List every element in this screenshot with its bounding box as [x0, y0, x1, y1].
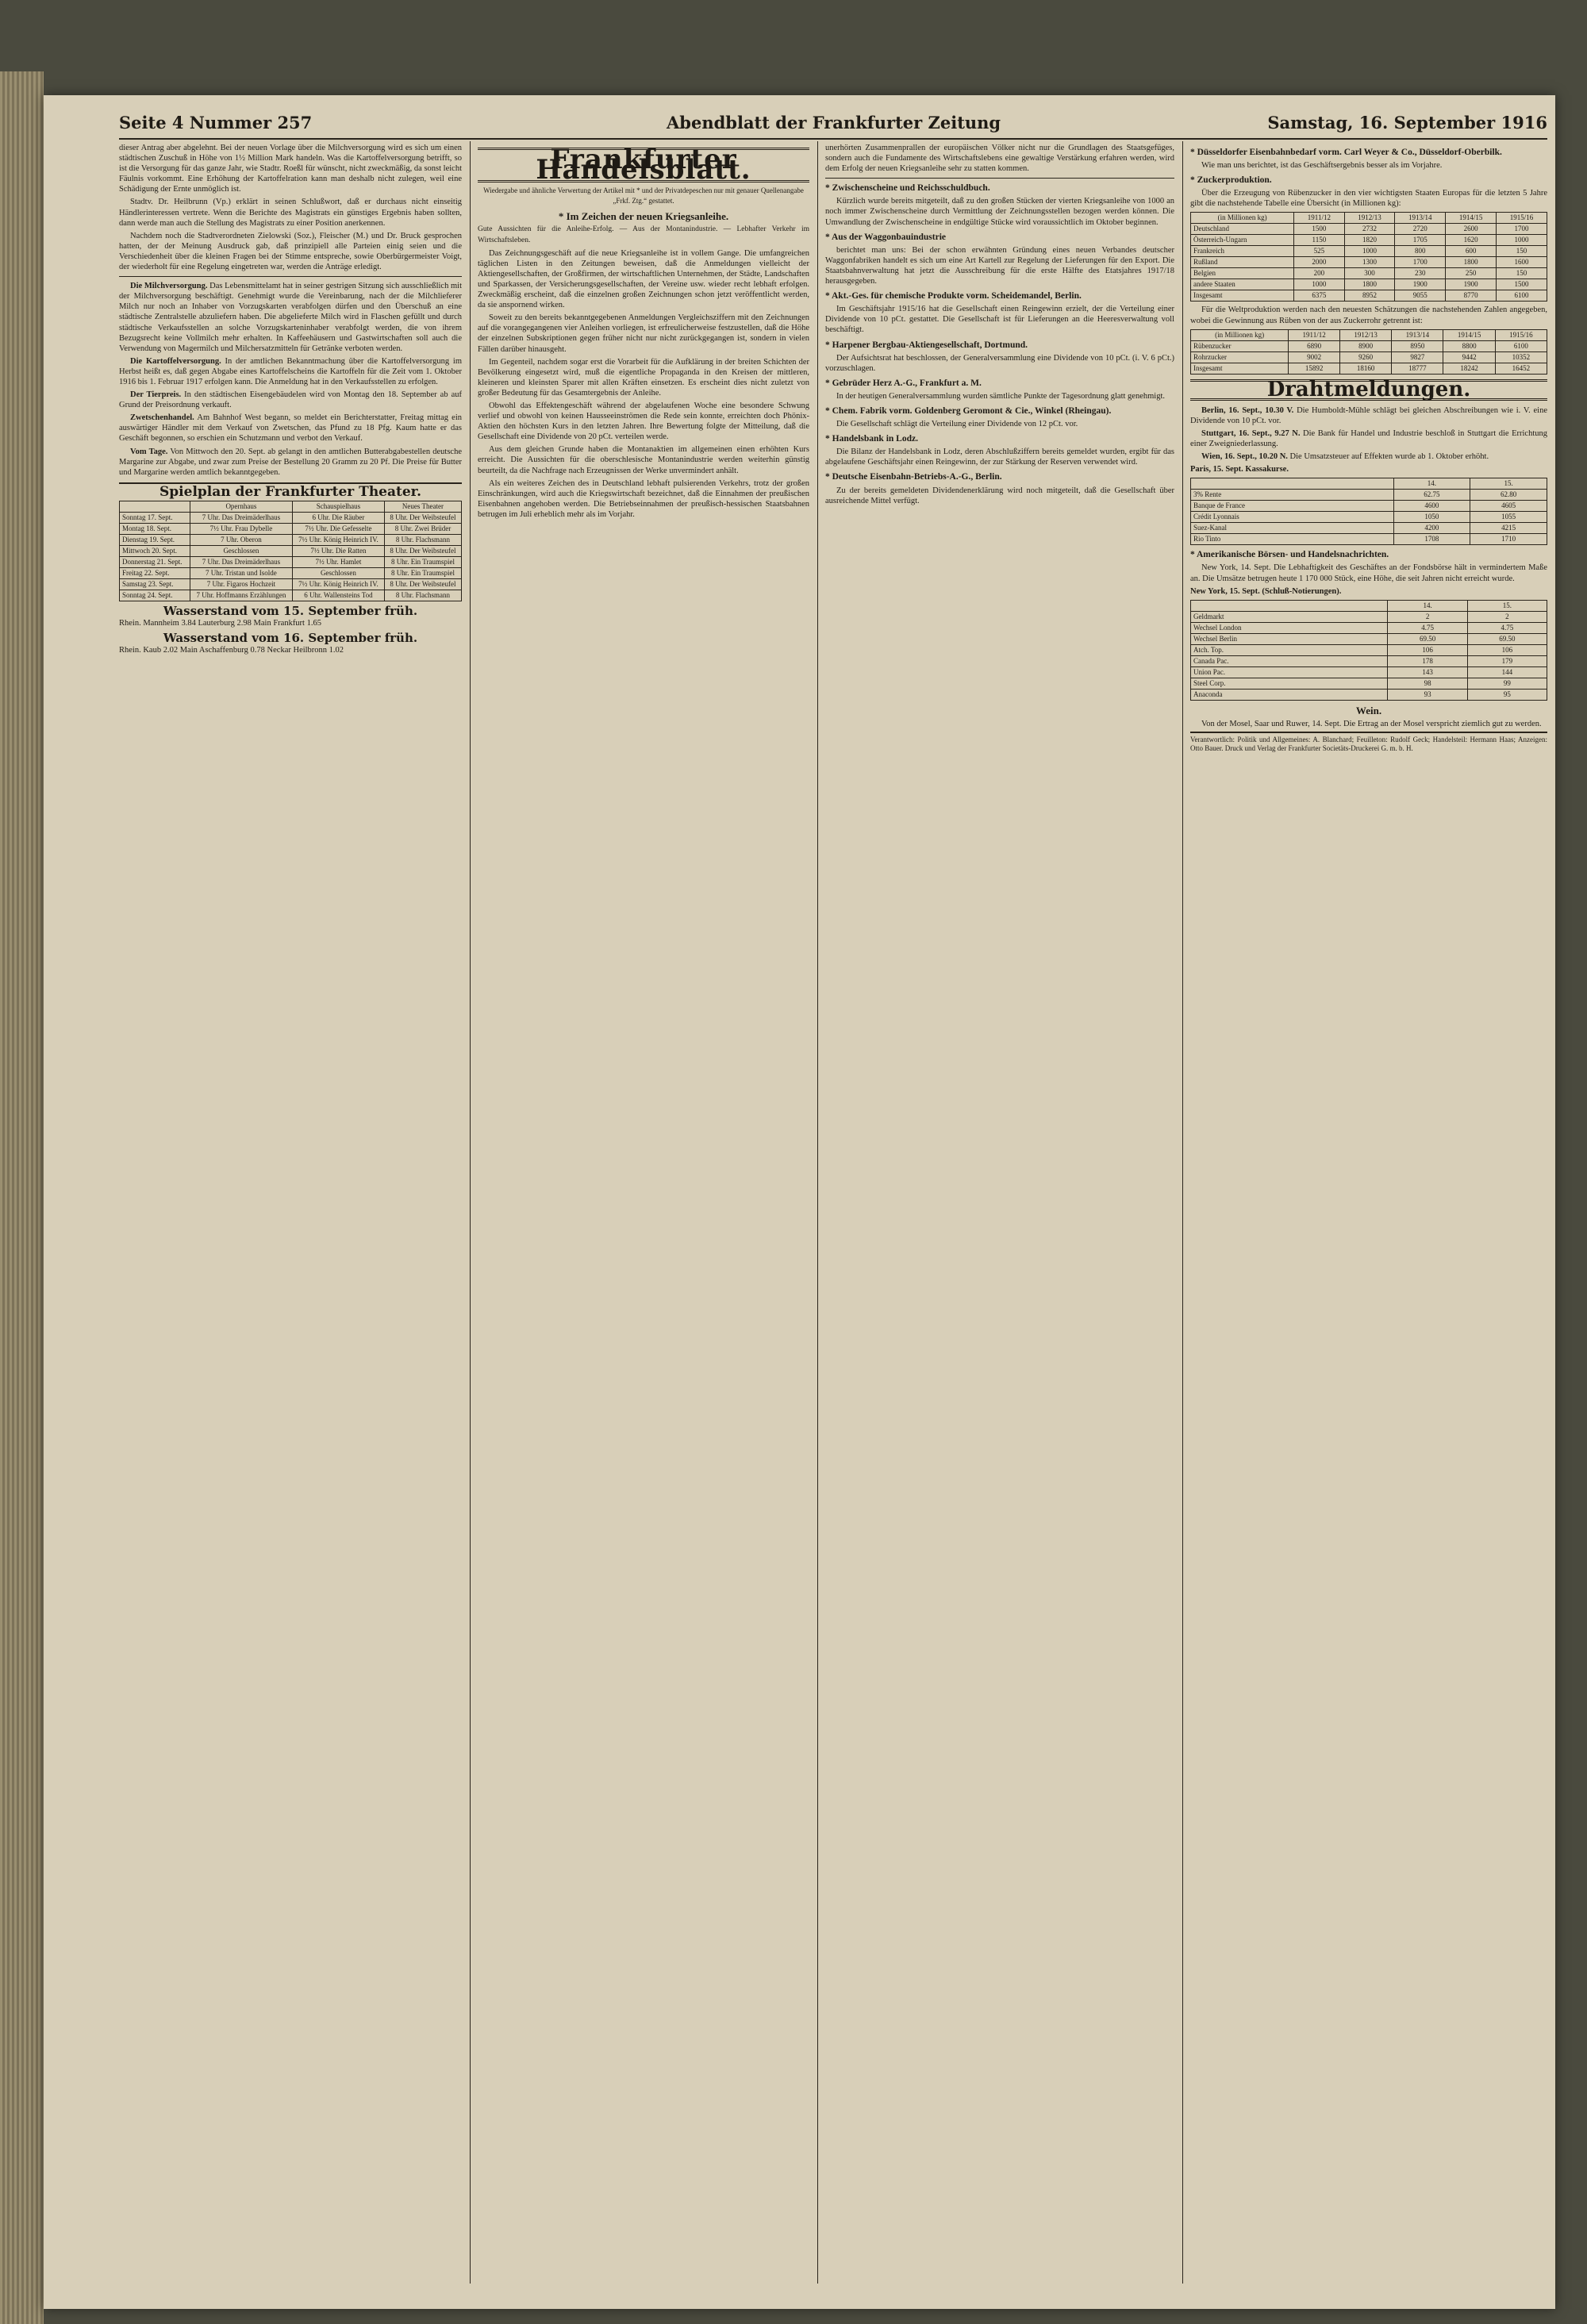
table-cell: 1055 [1470, 512, 1547, 523]
table-row [120, 590, 462, 601]
news-item-text: Wie man uns berichtet, ist das Geschäftsergebnis besser als im Vorjahre. [1201, 161, 1443, 171]
table-cell: 8 Uhr. Der Weibsteufel [384, 512, 461, 523]
table-cell: 9002 [1289, 351, 1340, 363]
paragraph: Als ein weiteres Zeichen des in Deutschland lebhaft pulsierenden Verkehrs, trotz der großen Einschränkungen, wird auch die Kriegswirtschaft bezeichnet, daß die Einnahmen der preußischen Eisenbahnen angehoben werden. Die Betriebseinnahmen der preußisch-hessischen Staatsbahnen betrugen im Juli erheblich mehr als im Vorjahr. [478, 478, 809, 519]
paragraph: Stadtv. Dr. Heilbrunn (Vp.) erklärt in seinen Schlußwort, daß er durchaus nicht einseitig Händlerinteressen vertrete. Wenn die Berichte des Magistrats ein günstiges Ergebnis haben sollten, dann werde man auch die Stellung des Magistrats zu einer Position anerkennen. [119, 198, 462, 228]
water-level-text: Rhein. Mannheim 3.84 Lauterburg 2.98 Main Frankfurt 1.65 [119, 619, 321, 628]
table-cell: 8900 [1339, 340, 1391, 351]
table-header-cell [1191, 600, 1388, 611]
news-item [119, 447, 462, 478]
table-cell: Crédit Lyonnais [1191, 512, 1394, 523]
table-row [1191, 268, 1547, 279]
table-cell: andere Staaten [1191, 279, 1294, 290]
table-row [120, 578, 462, 590]
table-row [1191, 501, 1547, 512]
paragraph: dieser Antrag aber abgelehnt. Bei der neuen Vorlage über die Milchversorgung wird es sich um einen städtischen Zuschuß in Höhe von 1½ Million Mark handeln. Was die Kartoffelversorgung betrifft, so ist die Versorgung für das ganze Jahr, wie Stadtr. Roeßl für wünscht, nicht zweckmäßig, da sonst leicht Fäulnis vorkommt. Eine Erhöhung der Kartoffelration kann man deshalb nicht zulegen, weil eine Schädigung der Ernte unmöglich ist. [119, 144, 462, 194]
table-header-cell: 14. [1393, 478, 1470, 490]
new-york-quotes-table [1190, 600, 1547, 701]
table-cell: 62.75 [1393, 490, 1470, 501]
table-cell: 8 Uhr. Der Weibsteufel [384, 578, 461, 590]
table-cell: Freitag 22. Sept. [120, 567, 190, 578]
table-cell: 106 [1467, 644, 1547, 655]
table-row [1191, 224, 1547, 235]
table-row [1191, 512, 1547, 523]
table-header-cell: 1911/12 [1289, 329, 1340, 340]
table-cell: Geschlossen [190, 545, 292, 556]
news-item-title: * Harpener Bergbau-Aktiengesellschaft, Dortmund. [825, 340, 1028, 350]
table-row [1191, 290, 1547, 302]
table-cell: 10352 [1495, 351, 1547, 363]
table-cell: 93 [1388, 689, 1467, 700]
table-cell: Sonntag 24. Sept. [120, 590, 190, 601]
paragraph: unerhörten Zusammenprallen der europäischen Völker nicht nur die Grundlagen des Staatsgefüges, sondern auch die Fundamente des Wirtschaftslebens eine gewaltige Verstärkung erfahren werden, wird dem Erfolg der neuen Kriegsanleihe sehr zu statten kommen. [825, 144, 1174, 174]
table-header-cell: Schauspielhaus [292, 501, 384, 512]
table-cell: 250 [1446, 268, 1497, 279]
table-cell: Donnerstag 21. Sept. [120, 556, 190, 567]
paper-title: Abendblatt der Frankfurter Zeitung [667, 113, 1001, 133]
table-header-row [1191, 329, 1547, 340]
water-level-text: Rhein. Kaub 2.02 Main Aschaffenburg 0.78 Neckar Heilbronn 1.02 [119, 646, 344, 655]
issue-date: Samstag, 16. September 1916 [1267, 113, 1547, 133]
theater-schedule-title: Spielplan der Frankfurter Theater. [119, 482, 462, 497]
column-4 [1190, 143, 1547, 2309]
table-cell: 8 Uhr. Ein Traumspiel [384, 556, 461, 567]
news-item-text: Im Geschäftsjahr 1915/16 hat die Gesellschaft einen Reingewinn erzielt, der die Verteilung einer Dividende von 10 pCt. gestattet. Die Gesellschaft ist für Lieferungen an die Heeresverwaltung voll beschäftigt. [825, 305, 1174, 335]
table-cell: 18777 [1392, 363, 1443, 374]
table-cell: 143 [1388, 666, 1467, 678]
table-cell: 7½ Uhr. Frau Dybelle [190, 523, 292, 534]
table-cell: Suez-Kanal [1191, 523, 1394, 534]
table-row [120, 556, 462, 567]
table-cell: 6 Uhr. Die Räuber [292, 512, 384, 523]
table-cell: 144 [1467, 666, 1547, 678]
table-cell: 69.50 [1388, 633, 1467, 644]
table-cell: 7½ Uhr. Hamlet [292, 556, 384, 567]
news-item-title: Die Milchversorgung. [130, 282, 208, 291]
table-cell: 7 Uhr. Oberon [190, 534, 292, 545]
news-item-text: In der heutigen Generalversammlung wurden sämtliche Punkte der Tagesordnung glatt genehmigt. [836, 391, 1165, 401]
table-cell: Steel Corp. [1191, 678, 1388, 689]
table-cell: 6375 [1294, 290, 1344, 302]
table-header-row [1191, 600, 1547, 611]
table-cell: 6100 [1497, 290, 1547, 302]
table-header-cell: (in Millionen kg) [1191, 213, 1294, 224]
table-cell: 1700 [1497, 224, 1547, 235]
news-item-text: Die Bilanz der Handelsbank in Lodz, deren Abschlußziffern bereits gemeldet wurden, ergibt für das abgelaufene Geschäftsjahr einen Reingewinn, der zur Stärkung der Reserven verwendet wird. [825, 448, 1174, 467]
news-item-title: * Zwischenscheine und Reichsschuldbuch. [825, 183, 990, 194]
table-cell: 8952 [1344, 290, 1395, 302]
table-row [1191, 246, 1547, 257]
wire-report [1190, 428, 1547, 449]
table-cell: 1050 [1393, 512, 1470, 523]
water-level-title: Wasserstand vom 15. September früh. [163, 603, 418, 618]
table-cell: 7½ Uhr. König Heinrich IV. [292, 578, 384, 590]
table-cell: 18160 [1339, 363, 1391, 374]
news-item-title: * Deutsche Eisenbahn-Betriebs-A.-G., Berlin. [825, 472, 1002, 482]
table-cell: 300 [1344, 268, 1395, 279]
news-item-text: New York, 14. Sept. Die Lebhaftigkeit des Geschäftes an der Fondsbörse hält in vermindertem Maße an. Die Umsätze betrugen heute 1 170 000 Stück, eine Höhe, die seit Jahren nicht erreicht wurde. [1190, 563, 1547, 583]
table-cell: Banque de France [1191, 501, 1394, 512]
table-row [1191, 523, 1547, 534]
table-cell: 1150 [1294, 235, 1344, 246]
table-cell: 1900 [1446, 279, 1497, 290]
table-row [1191, 611, 1547, 622]
table-row [120, 523, 462, 534]
table-row [1191, 666, 1547, 678]
news-item [119, 390, 462, 410]
theater-schedule-table [119, 501, 462, 601]
table-header-cell: 1914/15 [1443, 329, 1495, 340]
table-cell: 18242 [1443, 363, 1495, 374]
table-header-cell: 1915/16 [1495, 329, 1547, 340]
table-row [1191, 633, 1547, 644]
table-cell: 15892 [1289, 363, 1340, 374]
table-header-cell [120, 501, 190, 512]
table-cell: 8800 [1443, 340, 1495, 351]
table-header-cell: 1911/12 [1294, 213, 1344, 224]
paragraph: Aus dem gleichen Grunde haben die Montanaktien im allgemeinen einen erhöhten Kurs erreicht. Die Aussichten für die oberschlesische Montanindustrie werden weiterhin günstig beurteilt, da die Nachfrage nach Erzeugnissen der Werke unvermindert anhält. [478, 445, 809, 475]
table-cell: 106 [1388, 644, 1467, 655]
table-cell: Deutschland [1191, 224, 1294, 235]
table-header-row [1191, 478, 1547, 490]
table-header-cell [1191, 478, 1394, 490]
table-cell: 2720 [1395, 224, 1446, 235]
news-item-text: Über die Erzeugung von Rübenzucker in den vier wichtigsten Staaten Europas für die letzten 5 Jahre gibt die nachstehende Tabelle eine Übersicht (in Millionen kg): [1190, 189, 1547, 209]
table-cell: 1620 [1446, 235, 1497, 246]
table-cell: Atch. Top. [1191, 644, 1388, 655]
table-cell: Union Pac. [1191, 666, 1388, 678]
table-row [1191, 490, 1547, 501]
table-cell: 8 Uhr. Der Weibsteufel [384, 545, 461, 556]
table-cell: Sonntag 17. Sept. [120, 512, 190, 523]
table-cell: 200 [1294, 268, 1344, 279]
wire-reports-title: Drahtmeldungen. [1190, 379, 1547, 401]
table-row [120, 567, 462, 578]
lead-article-title: * Im Zeichen der neuen Kriegsanleihe. [558, 210, 729, 223]
table-cell: 1800 [1344, 279, 1395, 290]
section-masthead: Frankfurter Handelsblatt. [478, 148, 809, 182]
table-row [1191, 622, 1547, 633]
table-cell: 1708 [1393, 534, 1470, 545]
wire-report-title: Stuttgart, 16. Sept., 9.27 N. [1201, 428, 1301, 438]
wine-section-title: Wein. [1355, 704, 1382, 716]
table-cell: 2 [1467, 611, 1547, 622]
table-caption: Paris, 15. Sept. Kassakurse. [1190, 465, 1289, 474]
news-item-text: In den städtischen Eisengebäudelen wird von Montag den 18. September ab auf Grund der Preisordnung verkauft. [119, 390, 462, 410]
copyright-notice: Wiedergabe und ähnliche Verwertung der Artikel mit * und der Privatdepeschen nur mit genauer Quellenangabe „Frkf. Ztg.“ gestattet. [483, 186, 804, 206]
table-header-cell: Neues Theater [384, 501, 461, 512]
table-cell: 2000 [1294, 257, 1344, 268]
table-cell: 2 [1388, 611, 1467, 622]
table-caption: New York, 15. Sept. (Schluß-Notierungen). [1190, 586, 1342, 596]
paragraph: Im Gegenteil, nachdem sogar erst die Vorarbeit für die Aufklärung in der breiten Schichten der Bevölkerung eingesetzt wird, muß die eigentliche Propaganda in den Kreisen der mittleren, kleineren und kleinsten Sparer mit allen Kräften einsetzen. Es erscheint dies nicht zuletzt von großer Bedeutung für das Gesamtergebnis der Anleihe. [478, 357, 809, 398]
news-item-text: berichtet man uns: Bei der schon erwähnten Gründung eines neuen Verbandes deutscher Waggonfabriken handelt es sich um eine Art Kartell zur Regelung der Lieferungen für den Export. Die Staatsbahnverwaltung hat jetzt die Ausschreibung für die erste Hälfte des Etatsjahres 1917/18 herausgegeben. [825, 245, 1174, 286]
table-cell: 9260 [1339, 351, 1391, 363]
sugar-production-table [1190, 212, 1547, 302]
table-cell: 178 [1388, 655, 1467, 666]
table-cell: Insgesamt [1191, 363, 1289, 374]
page-binding-edge [0, 71, 44, 2324]
column-1 [119, 143, 462, 2309]
column-2 [478, 143, 809, 2309]
column-divider [1182, 141, 1183, 2284]
news-item-title: * Akt.-Ges. für chemische Produkte vorm. Scheidemandel, Berlin. [825, 291, 1082, 302]
table-cell: Geldmarkt [1191, 611, 1388, 622]
paragraph: Obwohl das Effektengeschäft während der abgelaufenen Woche eine besondere Schwung verlief und obwohl von keinen Hausseeinströmen die Rede sein konnte, erreichten doch Phönix-Aktien den höchsten Kurs in den letzten Jahren. Ihre Bewertung folgte der Mitteilung, daß die Gesellschaft eine Dividende von 20 pCt. verteilen werde. [478, 401, 809, 442]
table-header-row [120, 501, 462, 512]
paragraph: Soweit zu den bereits bekanntgegebenen Anmeldungen Vergleichsziffern mit den Zeichnungen auf die vorangegangenen vier Anleihen vorliegen, ist erfreulicherweise festzustellen, daß die Höhe der einzelnen Subskriptionen gegen früher nicht nur nicht zurückgegangen ist, sondern in vielen Fällen darüber hinausgeht. [478, 313, 809, 354]
table-cell: Rußland [1191, 257, 1294, 268]
table-cell: 8 Uhr. Flachsmann [384, 590, 461, 601]
news-item [119, 413, 462, 444]
news-item-text: Das Lebensmittelamt hat in seiner gestrigen Sitzung sich ausschließlich mit der Milchversorgung beschäftigt. Genehmigt wurde die Vereinbarung, nach der die Milchlieferer Milch nur noch an Inhaber von Vorzugskarten verabfolgen dürfen und den Überschuß an eine städtische Zentralstelle abzuliefern haben. Die abgelieferte Milch wird in Flaschen gefüllt und durch städtische Verkaufsstellen an solche Vorzugskarteninhaber verabfolgt werden, die von ihrem Bezugsrecht keine Vollmilch mehr erhalten. In Kaffeehäusern und Gastwirtschaften soll auch die Verwendung von Magermilch und Milchersatzmitteln für Getränke verboten werden. [119, 282, 462, 353]
table-cell: 7½ Uhr. Die Ratten [292, 545, 384, 556]
table-header-cell: 15. [1467, 600, 1547, 611]
table-header-cell: 1914/15 [1446, 213, 1497, 224]
table-cell: 98 [1388, 678, 1467, 689]
table-cell: 1900 [1395, 279, 1446, 290]
table-cell: 230 [1395, 268, 1446, 279]
news-item [119, 356, 462, 387]
news-item [119, 281, 462, 354]
table-cell: 9442 [1443, 351, 1495, 363]
news-item-text: In der amtlichen Bekanntmachung über die Kartoffelversorgung im Herbst heißt es, daß gegen Abgabe eines Kartoffelscheins die Kartoffeln für die Zeit vom 1. Oktober 1916 bis 1. Februar 1917 erfolgen kann. Die Anmeldung hat in den Verkaufsstellen zu erfolgen. [119, 356, 462, 386]
table-cell: 4605 [1470, 501, 1547, 512]
news-item-title: * Düsseldorfer Eisenbahnbedarf vorm. Carl Weyer & Co., Düsseldorf-Oberbilk. [1190, 148, 1502, 157]
news-item-title: * Chem. Fabrik vorm. Goldenberg Geromont & Cie., Winkel (Rheingau). [825, 405, 1112, 416]
table-cell: 8950 [1392, 340, 1443, 351]
news-item-title: * Aus der Waggonbauindustrie [825, 232, 946, 242]
news-item-title: * Handelsbank in Lodz. [825, 434, 918, 444]
table-cell: Geschlossen [292, 567, 384, 578]
world-sugar-table [1190, 329, 1547, 375]
table-cell: 1700 [1395, 257, 1446, 268]
column-divider [470, 141, 471, 2284]
table-header-cell: 1913/14 [1392, 329, 1443, 340]
table-header-row [1191, 213, 1547, 224]
table-header-cell: Opernhaus [190, 501, 292, 512]
imprint-footer: Verantwortlich: Politik und Allgemeines: A. Blanchard; Feuilleton: Rudolf Geck; Handelsteil: Hermann Haas; Anzeigen: Otto Bauer. Druck und Verlag der Frankfurter Societäts-Druckerei G. m. b. H. [1190, 732, 1547, 753]
table-cell: 4.75 [1467, 622, 1547, 633]
news-item-text: Der Aufsichtsrat hat beschlossen, der Generalversammlung eine Dividende von 10 pCt. (i. V. 6 pCt.) vorzuschlagen. [825, 353, 1174, 373]
table-header-cell: 1915/16 [1497, 213, 1547, 224]
wire-report-title: Berlin, 16. Sept., 10.30 V. [1201, 405, 1294, 415]
table-row [1191, 678, 1547, 689]
table-cell: 7 Uhr. Tristan und Isolde [190, 567, 292, 578]
wire-report [1190, 451, 1547, 462]
news-item-text: Die Gesellschaft schlägt die Verteilung einer Dividende von 12 pCt. vor. [836, 420, 1078, 429]
column-divider [817, 141, 818, 2284]
news-item-title: Der Tierpreis. [130, 390, 182, 400]
table-cell: Österreich-Ungarn [1191, 235, 1294, 246]
table-row [1191, 257, 1547, 268]
table-cell: Belgien [1191, 268, 1294, 279]
table-row [120, 534, 462, 545]
table-cell: 7½ Uhr. König Heinrich IV. [292, 534, 384, 545]
page-header [119, 108, 1547, 140]
news-item-title: * Amerikanische Börsen- und Handelsnachrichten. [1190, 550, 1389, 560]
table-header-cell: (in Millionen kg) [1191, 329, 1289, 340]
table-row [1191, 689, 1547, 700]
paris-rates-table [1190, 478, 1547, 545]
table-cell: 600 [1446, 246, 1497, 257]
table-cell: Rübenzucker [1191, 340, 1289, 351]
table-cell: 525 [1294, 246, 1344, 257]
table-cell: 16452 [1495, 363, 1547, 374]
table-cell: 2732 [1344, 224, 1395, 235]
table-cell: Wechsel Berlin [1191, 633, 1388, 644]
table-cell: 9827 [1392, 351, 1443, 363]
water-level-title: Wasserstand vom 16. September früh. [163, 631, 418, 646]
table-cell: Samstag 23. Sept. [120, 578, 190, 590]
news-item-text: Von der Mosel, Saar und Ruwer, 14. Sept. Die Ertrag an der Mosel verspricht ziemlich gut zu werden. [1201, 719, 1542, 728]
table-row [1191, 644, 1547, 655]
table-cell: Rohrzucker [1191, 351, 1289, 363]
section-rule [825, 178, 1174, 179]
table-cell: 95 [1467, 689, 1547, 700]
table-header-cell: 1913/14 [1395, 213, 1446, 224]
table-cell: 800 [1395, 246, 1446, 257]
table-cell: 8 Uhr. Flachsmann [384, 534, 461, 545]
table-cell: 7 Uhr. Das Dreimäderlhaus [190, 556, 292, 567]
table-cell: 7 Uhr. Hoffmanns Erzählungen [190, 590, 292, 601]
table-row [1191, 279, 1547, 290]
table-cell: 8 Uhr. Ein Traumspiel [384, 567, 461, 578]
table-row [1191, 235, 1547, 246]
table-cell: Montag 18. Sept. [120, 523, 190, 534]
table-row [1191, 363, 1547, 374]
news-item-text: Zu der bereits gemeldeten Dividendenerklärung wird noch mitgeteilt, daß die Gesellschaft über ausreichende Mittel verfügt. [825, 486, 1174, 505]
table-cell: Anaconda [1191, 689, 1388, 700]
news-item-text: Von Mittwoch den 20. Sept. ab gelangt in den amtlichen Butterabgabestellen deutsche Margarine zur Abgabe, und zwar zum Preise der Bestellung 20 Gramm zu 20 Pf. Die Preise für Butter und Margarine werden amtlich bekanntgegeben. [119, 447, 462, 477]
paragraph: Für die Weltproduktion werden nach den neuesten Schätzungen die nachstehenden Zahlen angegeben, wobei die Gewinnung aus Rüben von der aus Zuckerrohr getrennt ist: [1190, 305, 1547, 325]
news-item-text: Am Bahnhof West begann, so meldet ein Berichterstatter, Freitag mittag ein auswärtiger Händler mit dem Verkauf von Zwetschen, das Pfund zu 18 Pfg. Kaum hatte er das Geschäft begonnen, so erschien ein Schutzmann und verbot den Verkauf. [119, 413, 462, 444]
wire-report-title: Wien, 16. Sept., 10.20 N. [1201, 452, 1288, 462]
table-row [120, 545, 462, 556]
table-cell: Rio Tinto [1191, 534, 1394, 545]
page-number: Seite 4 Nummer 257 [119, 113, 313, 133]
news-item-title: Vom Tage. [130, 447, 168, 456]
table-cell: Canada Pac. [1191, 655, 1388, 666]
table-cell: Mittwoch 20. Sept. [120, 545, 190, 556]
wire-report [1190, 405, 1547, 426]
table-cell: 7½ Uhr. Die Gefesselte [292, 523, 384, 534]
table-cell: Insgesamt [1191, 290, 1294, 302]
table-cell: 4600 [1393, 501, 1470, 512]
wire-report-text: Die Humboldt-Mühle schlägt bei gleichen Abschreibungen wie i. V. eine Dividende von 10 pCt. vor. [1190, 405, 1547, 425]
table-cell: 8 Uhr. Zwei Brüder [384, 523, 461, 534]
news-item-title: * Gebrüder Herz A.-G., Frankfurt a. M. [825, 378, 982, 388]
table-cell: 7 Uhr. Das Dreimäderlhaus [190, 512, 292, 523]
table-cell: 1705 [1395, 235, 1446, 246]
table-cell: 1820 [1344, 235, 1395, 246]
table-cell: 1000 [1294, 279, 1344, 290]
table-row [120, 512, 462, 523]
table-row [1191, 655, 1547, 666]
table-cell: 99 [1467, 678, 1547, 689]
table-cell: 1710 [1470, 534, 1547, 545]
paragraph: Das Zeichnungsgeschäft auf die neue Kriegsanleihe ist in vollem Gange. Die umfangreichen täglichen Listen in den Zeitungen beweisen, daß die Anmeldungen vielleicht der Aktiengesellschaften, der Großfirmen, der wirtschaftlichen Unternehmen, der Städte, Landschaften und Sparkassen, der Versicherungsgesellschaften, der Vereine usw. wieder recht lebhaft erfolgen. Zweckmäßig erscheint, daß die einzelnen großen Zeichnungen schon jetzt veröffentlicht werden, da sie anspornend wirken. [478, 248, 809, 310]
table-row [1191, 534, 1547, 545]
table-cell: Dienstag 19. Sept. [120, 534, 190, 545]
wire-report-text: Die Bank für Handel und Industrie beschloß in Stuttgart die Errichtung einer Zweigniederlassung. [1190, 428, 1547, 449]
table-cell: 1300 [1344, 257, 1395, 268]
table-cell: 6100 [1495, 340, 1547, 351]
news-item-text: Kürzlich wurde bereits mitgeteilt, daß zu den großen Stücken der vierten Kriegsanleihe von 1000 an noch immer Zwischenscheine durch Vermittlung der Zeichnungsstellen bezogen werden können. Die Umwandlung der Zwischenscheine in endgültige Stücke wird voraussichtlich im Oktober beginnen. [825, 197, 1174, 227]
table-cell: 1000 [1344, 246, 1395, 257]
table-cell: 4.75 [1388, 622, 1467, 633]
wire-report-text: Die Umsatzsteuer auf Effekten wurde ab 1. Oktober erhöht. [1289, 452, 1489, 462]
section-rule [119, 276, 462, 277]
table-cell: 150 [1497, 246, 1547, 257]
table-header-cell: 15. [1470, 478, 1547, 490]
table-cell: Frankreich [1191, 246, 1294, 257]
table-header-cell: 1912/13 [1339, 329, 1391, 340]
table-cell: 179 [1467, 655, 1547, 666]
table-cell: Wechsel London [1191, 622, 1388, 633]
news-item-title: Zwetschenhandel. [130, 413, 194, 423]
table-cell: 6 Uhr. Wallensteins Tod [292, 590, 384, 601]
table-cell: 9055 [1395, 290, 1446, 302]
paragraph: Nachdem noch die Stadtverordneten Zielowski (Soz.), Fleischer (M.) und Dr. Bruck gesprochen hatten, der der Meinung Ausdruck gab, daß prinzipiell alle Parteien einig seien und die Verschiedenheit über die kleinen Fragen bei der Stimme entspreche, sowie Oberbürgermeister Voigt, der wiederholt für eine Regelung eingetreten war, werden die Anträge erledigt. [119, 231, 462, 272]
table-cell: 4200 [1393, 523, 1470, 534]
table-cell: 7 Uhr. Figaros Hochzeit [190, 578, 292, 590]
table-cell: 8770 [1446, 290, 1497, 302]
table-header-cell: 1912/13 [1344, 213, 1395, 224]
table-cell: 1600 [1497, 257, 1547, 268]
news-item-title: * Zuckerproduktion. [1190, 175, 1272, 186]
table-cell: 150 [1497, 268, 1547, 279]
table-cell: 1800 [1446, 257, 1497, 268]
table-header-cell: 14. [1388, 600, 1467, 611]
table-cell: 1000 [1497, 235, 1547, 246]
lead-article-subtitle: Gute Aussichten für die Anleihe-Erfolg. — Aus der Montanindustrie. — Lebhafter Verkehr im Wirtschaftsleben. [478, 225, 809, 244]
news-item-title: Die Kartoffelversorgung. [130, 356, 221, 366]
table-row [1191, 351, 1547, 363]
table-cell: 6890 [1289, 340, 1340, 351]
table-cell: 3% Rente [1191, 490, 1394, 501]
table-cell: 62.80 [1470, 490, 1547, 501]
table-cell: 4215 [1470, 523, 1547, 534]
table-cell: 69.50 [1467, 633, 1547, 644]
table-row [1191, 340, 1547, 351]
table-cell: 2600 [1446, 224, 1497, 235]
column-3 [825, 143, 1174, 2309]
table-cell: 1500 [1294, 224, 1344, 235]
table-cell: 1500 [1497, 279, 1547, 290]
